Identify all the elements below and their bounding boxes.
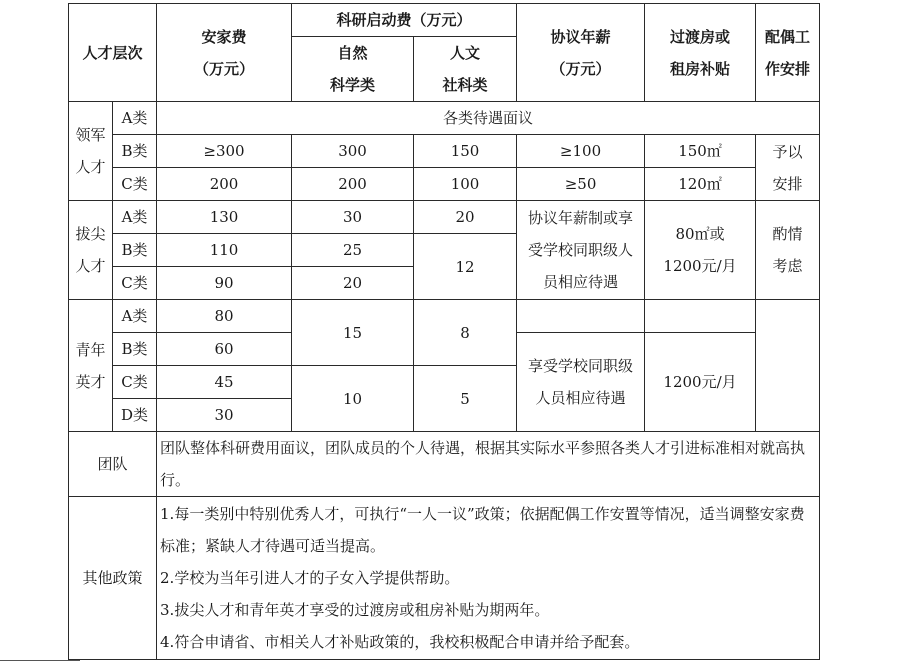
table-cell [645, 300, 756, 333]
class-label: A类 [113, 201, 157, 234]
table-cell: ≥300 [157, 135, 292, 168]
table-cell: 60 [157, 333, 292, 366]
top-salary: 协议年薪制或享 受学校同职级人 员相应待遇 [517, 201, 645, 300]
young-salary: 享受学校同职级 人员相应待遇 [517, 333, 645, 432]
class-label: A类 [113, 300, 157, 333]
header-talent-level: 人才层次 [69, 4, 157, 102]
table-cell: 120㎡ [645, 168, 756, 201]
table-cell: 200 [157, 168, 292, 201]
top-spouse: 酌情 考虑 [756, 201, 820, 300]
table-cell: 25 [292, 234, 414, 267]
group-leading: 领军 人才 [69, 102, 113, 201]
table-cell: 90 [157, 267, 292, 300]
table-cell: 5 [414, 366, 517, 432]
table-cell: 150㎡ [645, 135, 756, 168]
header-research-fund: 科研启动费（万元） [292, 4, 517, 37]
header-natural-science: 自然 科学类 [292, 37, 414, 102]
list-item: 1.每一类别中特别优秀人才，可执行“一人一议”政策；依据配偶工作安置等情况，适当调整安家费标准；紧缺人才待遇可适当提高。 [160, 505, 805, 555]
table-cell: ≥50 [517, 168, 645, 201]
class-label: C类 [113, 267, 157, 300]
table-cell: 15 [292, 300, 414, 366]
table-cell [517, 300, 645, 333]
table-cell: 45 [157, 366, 292, 399]
other-policies-list [157, 497, 820, 660]
class-label: B类 [113, 333, 157, 366]
young-housing: 1200元/月 [645, 333, 756, 432]
top-housing: 80㎡或 1200元/月 [645, 201, 756, 300]
header-settling-fee: 安家费 （万元） [157, 4, 292, 102]
header-spouse: 配偶工 作安排 [756, 4, 820, 102]
list-item: 2.学校为当年引进人才的子女入学提供帮助。 [160, 569, 460, 587]
table-cell: 30 [292, 201, 414, 234]
table-cell: 8 [414, 300, 517, 366]
header-housing: 过渡房或 租房补贴 [645, 4, 756, 102]
class-label: B类 [113, 234, 157, 267]
class-label: A类 [113, 102, 157, 135]
table-cell: 80 [157, 300, 292, 333]
list-item: 3.拔尖人才和青年英才享受的过渡房或租房补贴为期两年。 [160, 601, 550, 619]
table-cell: 130 [157, 201, 292, 234]
table-cell: ≥100 [517, 135, 645, 168]
table-cell: 110 [157, 234, 292, 267]
group-other-policies: 其他政策 [69, 497, 157, 660]
class-label: B类 [113, 135, 157, 168]
table-cell: 30 [157, 399, 292, 432]
header-humanities: 人文 社科类 [414, 37, 517, 102]
group-young: 青年 英才 [69, 300, 113, 432]
table-cell: 20 [292, 267, 414, 300]
table-cell: 12 [414, 234, 517, 300]
group-team: 团队 [69, 432, 157, 497]
class-label: D类 [113, 399, 157, 432]
table-cell: 200 [292, 168, 414, 201]
table-cell: 100 [414, 168, 517, 201]
table-cell: 300 [292, 135, 414, 168]
group-top: 拔尖 人才 [69, 201, 113, 300]
team-policy-text: 团队整体科研费用面议，团队成员的个人待遇，根据其实际水平参照各类人才引进标准相对就高执行。 [157, 432, 820, 497]
table-cell: 150 [414, 135, 517, 168]
leading-a-negotiable: 各类待遇面议 [157, 102, 820, 135]
table-cell: 20 [414, 201, 517, 234]
class-label: C类 [113, 366, 157, 399]
class-label: C类 [113, 168, 157, 201]
table-cell: 10 [292, 366, 414, 432]
list-item: 4.符合申请省、市相关人才补贴政策的，我校积极配合申请并给予配套。 [160, 633, 640, 651]
divider [0, 660, 80, 665]
talent-policy-table [68, 3, 820, 660]
header-salary: 协议年薪 （万元） [517, 4, 645, 102]
leading-spouse: 予以 安排 [756, 135, 820, 201]
table-cell [756, 300, 820, 432]
